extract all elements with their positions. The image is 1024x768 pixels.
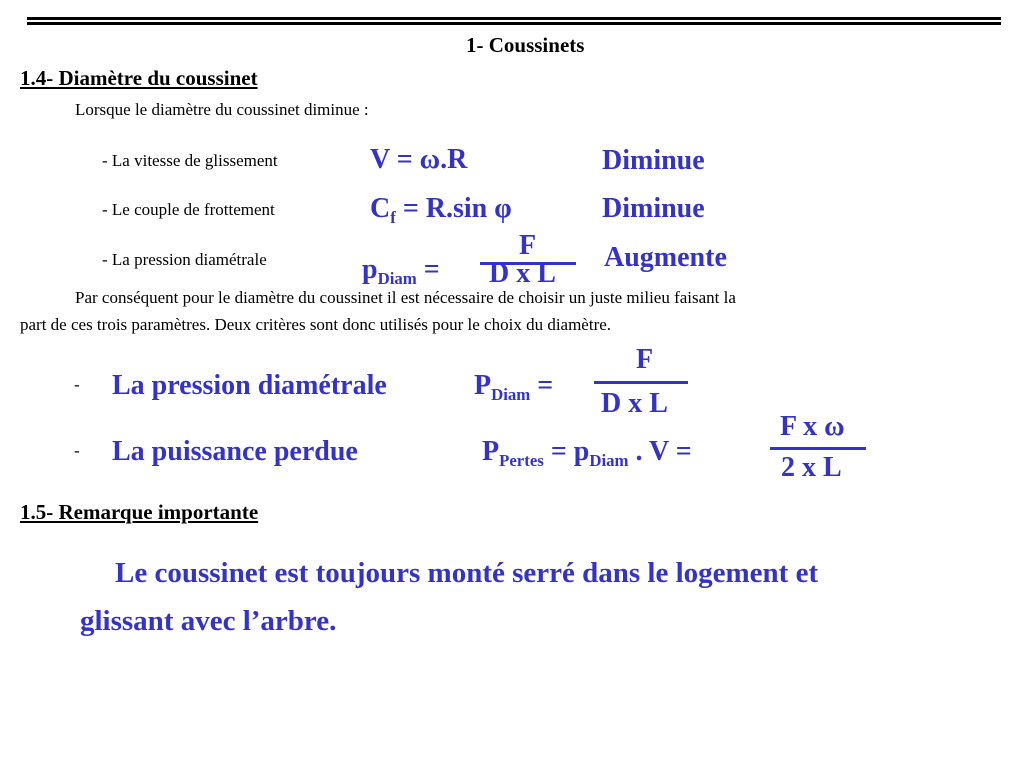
formula-couple-main: C	[370, 193, 391, 224]
formula-couple-sub: f	[390, 207, 396, 227]
page-title: 1- Coussinets	[466, 33, 585, 57]
paragraph-line-1: Par conséquent pour le diamètre du coussinet il est nécessaire de choisir un juste milieu faisant la	[75, 288, 736, 307]
bullet-2: -	[74, 441, 80, 460]
row-label-couple: - Le couple de frottement	[102, 200, 275, 219]
formula-couple	[370, 193, 512, 225]
formula-vitesse: V = ω.R	[370, 144, 468, 175]
pression-denominator: D x L	[489, 258, 556, 289]
criterion-1-main: P	[474, 370, 492, 401]
section-15-title: 1.5- Remarque importante	[20, 500, 259, 524]
section-14-title: 1.4- Diamètre du coussinet	[20, 66, 258, 90]
remark-line-1: Le coussinet est toujours monté serré dans le logement et	[115, 557, 819, 589]
criterion-1-sub: Diam	[491, 384, 531, 404]
formula-pression-sub: Diam	[377, 268, 417, 288]
criterion-2-sub2: Diam	[589, 450, 629, 470]
criterion-2-sub: Pertes	[499, 450, 544, 470]
criterion-2-denominator: 2 x L	[781, 452, 842, 483]
criterion-2-mid: = p	[543, 436, 590, 467]
criterion-1-label: La pression diamétrale	[112, 370, 387, 401]
intro-text: Lorsque le diamètre du coussinet diminue :	[75, 100, 369, 119]
criterion-2-label: La puissance perdue	[112, 436, 358, 467]
pression-numerator: F	[519, 230, 537, 261]
criterion-1-denominator: D x L	[601, 388, 668, 419]
formula-couple-rest: = R.sin φ	[395, 193, 512, 224]
effect-couple: Diminue	[602, 193, 705, 224]
effect-pression: Augmente	[604, 242, 727, 273]
criterion-1-formula	[474, 370, 553, 402]
criterion-1-rest: =	[530, 370, 554, 401]
criterion-2-main: P	[482, 436, 500, 467]
formula-pression-main: p	[362, 254, 378, 285]
criterion-2-formula	[482, 436, 692, 468]
row-label-vitesse: - La vitesse de glissement	[102, 151, 278, 170]
criterion-2-rest: . V =	[628, 436, 692, 467]
effect-vitesse: Diminue	[602, 145, 705, 176]
paragraph-line-2: part de ces trois paramètres. Deux critères sont donc utilisés pour le choix du diamètre.	[20, 315, 612, 334]
remark-line-2: glissant avec l’arbre.	[80, 605, 337, 637]
top-rule-2	[27, 22, 1001, 25]
formula-pression	[362, 254, 440, 286]
criterion-2-fraction-bar	[770, 447, 866, 450]
criterion-1-numerator: F	[636, 344, 654, 375]
criterion-2-numerator: F x ω	[780, 411, 845, 442]
criterion-1-fraction-bar	[594, 381, 688, 384]
row-label-pression: - La pression diamétrale	[102, 250, 267, 269]
formula-pression-rest: =	[416, 254, 440, 285]
bullet-1: -	[74, 375, 80, 394]
top-rule-1	[27, 17, 1001, 20]
